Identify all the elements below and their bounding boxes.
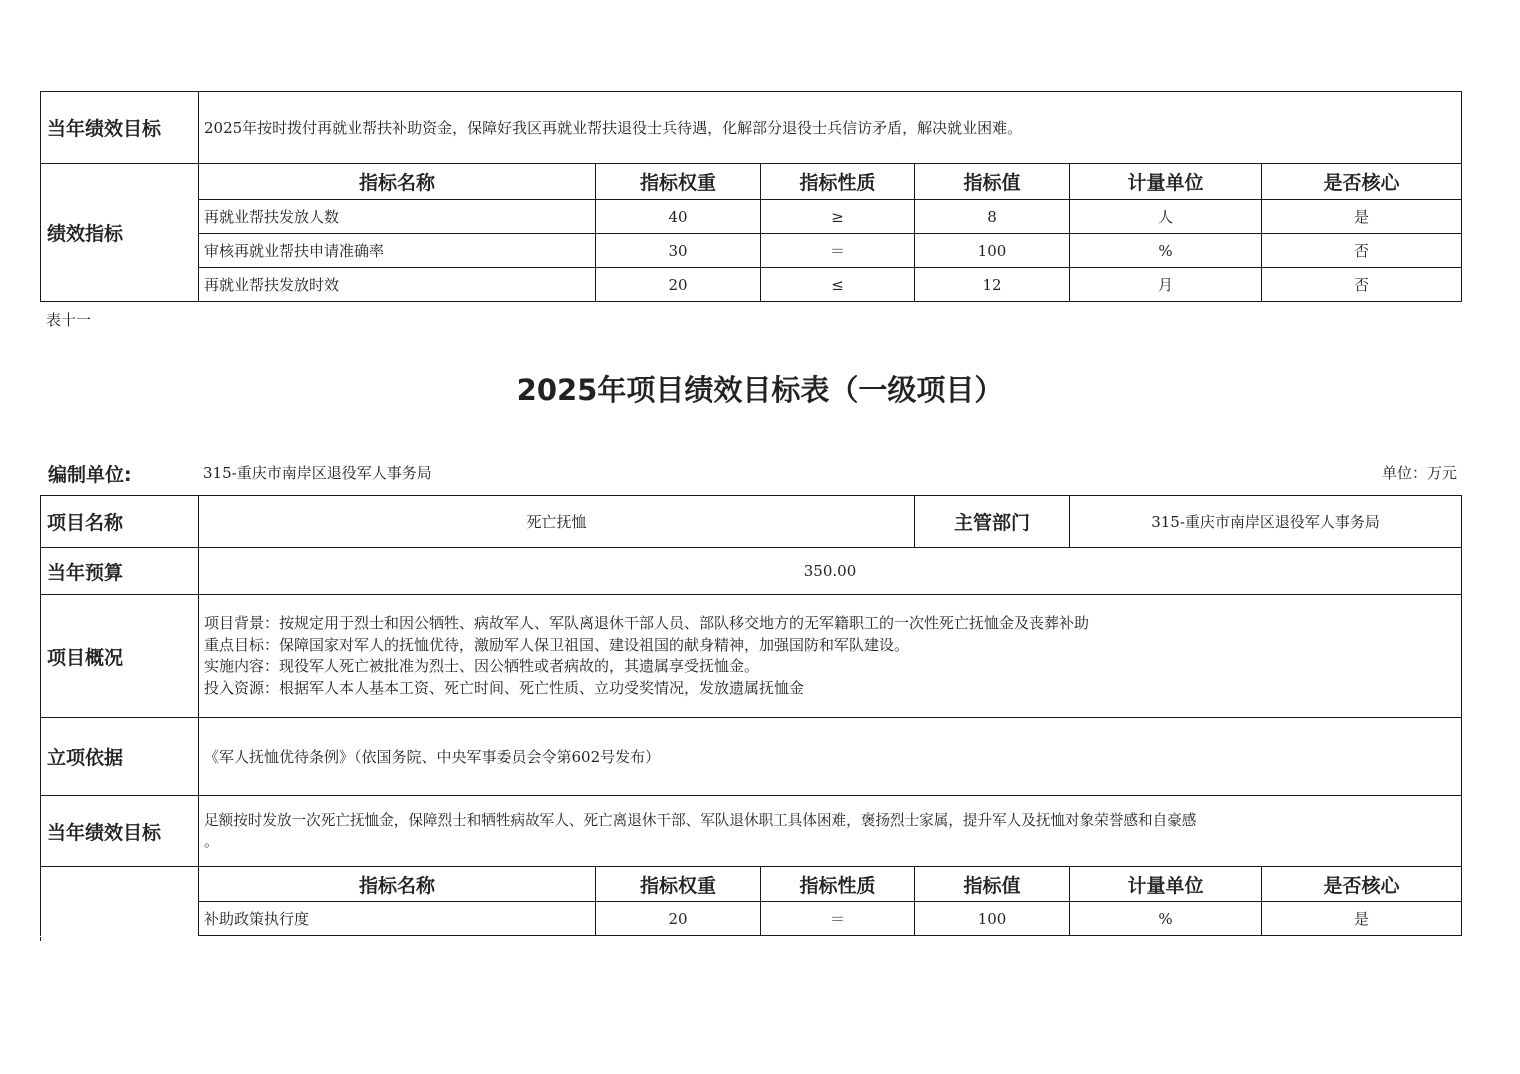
cell-unit: % bbox=[1070, 234, 1262, 268]
table-number-note: 表十一 bbox=[46, 311, 92, 329]
cell-name: 再就业帮扶发放时效 bbox=[199, 268, 596, 302]
header-core: 是否核心 bbox=[1262, 164, 1462, 200]
top-performance-table bbox=[40, 91, 1462, 302]
cell-core: 否 bbox=[1262, 268, 1462, 302]
project-name-label: 项目名称 bbox=[41, 496, 199, 548]
cell-unit: % bbox=[1070, 902, 1262, 936]
goal-line: 。 bbox=[204, 832, 220, 850]
cell-core: 否 bbox=[1262, 234, 1462, 268]
header-nature: 指标性质 bbox=[761, 867, 915, 902]
cell-value: 8 bbox=[915, 200, 1070, 234]
header-weight: 指标权重 bbox=[596, 164, 761, 200]
dept-value: 315-重庆市南岸区退役军人事务局 bbox=[1070, 496, 1462, 548]
project-performance-table bbox=[40, 495, 1462, 936]
cell-core: 是 bbox=[1262, 200, 1462, 234]
header-indicator-name: 指标名称 bbox=[199, 867, 596, 902]
cell-value: 100 bbox=[915, 234, 1070, 268]
header-value: 指标值 bbox=[915, 867, 1070, 902]
cell-nature: ≤ bbox=[761, 268, 915, 302]
table-continuation-line bbox=[40, 937, 41, 941]
org-label: 编制单位: bbox=[48, 464, 132, 486]
overview-line: 投入资源：根据军人本人基本工资、死亡时间、死亡性质、立功受奖情况，发放遗属抚恤金 bbox=[204, 678, 805, 697]
goal-text: 2025年按时拨付再就业帮扶补助资金，保障好我区再就业帮扶退役士兵待遇，化解部分退役士兵信访矛盾，解决就业困难。 bbox=[199, 92, 1462, 164]
basis-label: 立项依据 bbox=[41, 718, 199, 796]
goal-line: 足额按时发放一次死亡抚恤金，保障烈士和牺牲病故军人、死亡离退休干部、军队退休职工具体困难，褒扬烈士家属，提升军人及抚恤对象荣誉感和自豪感 bbox=[204, 811, 1197, 829]
table-row bbox=[41, 234, 1462, 268]
cell-name: 补助政策执行度 bbox=[199, 902, 596, 936]
cell-name: 审核再就业帮扶申请准确率 bbox=[199, 234, 596, 268]
header-core: 是否核心 bbox=[1262, 867, 1462, 902]
main-goal-text bbox=[199, 796, 1462, 867]
goal-label: 当年绩效目标 bbox=[41, 92, 199, 164]
header-unit: 计量单位 bbox=[1070, 867, 1262, 902]
cell-nature: ＝ bbox=[761, 234, 915, 268]
header-weight: 指标权重 bbox=[596, 867, 761, 902]
indicators-cell bbox=[41, 867, 199, 936]
overview-line: 重点目标：保障国家对军人的抚恤优待，激励军人保卫祖国、建设祖国的献身精神，加强国防和军队建设。 bbox=[204, 635, 910, 654]
table-row bbox=[41, 200, 1462, 234]
org-name: 315-重庆市南岸区退役军人事务局 bbox=[203, 464, 432, 482]
header-nature: 指标性质 bbox=[761, 164, 915, 200]
dept-label: 主管部门 bbox=[915, 496, 1070, 548]
header-unit: 计量单位 bbox=[1070, 164, 1262, 200]
header-indicator-name: 指标名称 bbox=[199, 164, 596, 200]
currency-unit: 单位：万元 bbox=[1381, 464, 1457, 482]
page-title: 2025年项目绩效目标表（一级项目） bbox=[516, 373, 1004, 407]
cell-name: 再就业帮扶发放人数 bbox=[199, 200, 596, 234]
cell-unit: 月 bbox=[1070, 268, 1262, 302]
cell-weight: 20 bbox=[596, 902, 761, 936]
table-row bbox=[41, 268, 1462, 302]
cell-value: 100 bbox=[915, 902, 1070, 936]
overview-line: 实施内容：现役军人死亡被批准为烈士、因公牺牲或者病故的，其遗属享受抚恤金。 bbox=[204, 657, 760, 675]
project-name-value: 死亡抚恤 bbox=[199, 496, 915, 548]
basis-text: 《军人抚恤优待条例》（依国务院、中央军事委员会令第602号发布） bbox=[199, 718, 1462, 796]
indicators-label: 绩效指标 bbox=[41, 164, 199, 302]
cell-unit: 人 bbox=[1070, 200, 1262, 234]
cell-nature: ＝ bbox=[761, 902, 915, 936]
table-row bbox=[41, 902, 1462, 936]
header-value: 指标值 bbox=[915, 164, 1070, 200]
cell-weight: 20 bbox=[596, 268, 761, 302]
budget-label: 当年预算 bbox=[41, 548, 199, 595]
cell-weight: 40 bbox=[596, 200, 761, 234]
cell-value: 12 bbox=[915, 268, 1070, 302]
main-goal-label: 当年绩效目标 bbox=[41, 796, 199, 867]
cell-nature: ≥ bbox=[761, 200, 915, 234]
cell-core: 是 bbox=[1262, 902, 1462, 936]
overview-label: 项目概况 bbox=[41, 595, 199, 718]
cell-weight: 30 bbox=[596, 234, 761, 268]
overview-text bbox=[199, 595, 1462, 718]
budget-value: 350.00 bbox=[199, 548, 1462, 595]
overview-line: 项目背景：按规定用于烈士和因公牺牲、病故军人、军队离退休干部人员、部队移交地方的无军籍职工的一次性死亡抚恤金及丧葬补助 bbox=[204, 614, 1090, 632]
